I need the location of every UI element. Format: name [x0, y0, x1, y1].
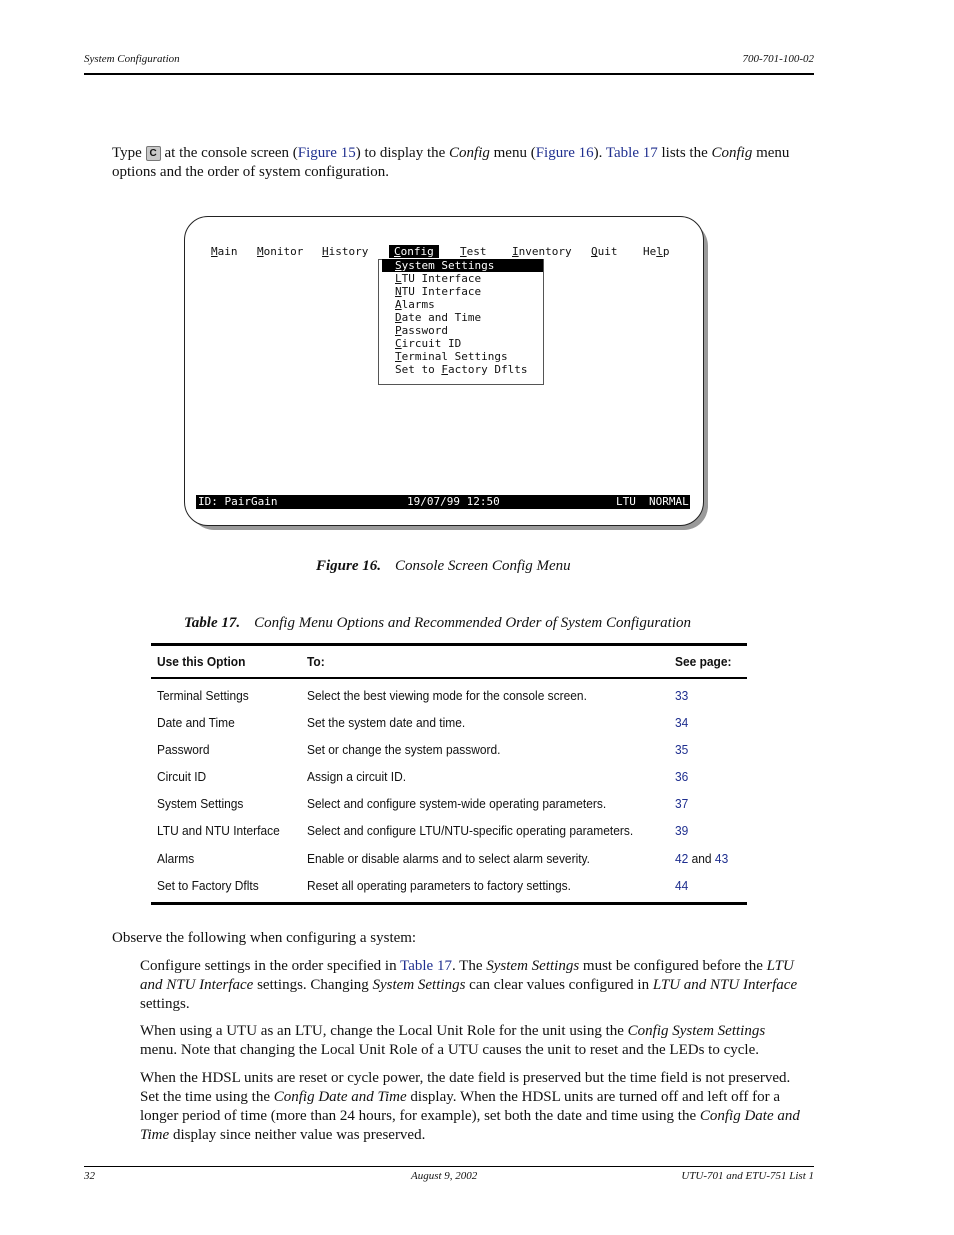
- intro-text: menu: [752, 145, 790, 161]
- page-link[interactable]: 42: [675, 850, 689, 866]
- menu-test[interactable]: Test: [460, 245, 487, 258]
- status-id: ID: PairGain: [198, 495, 278, 508]
- menu-help[interactable]: Help: [643, 245, 670, 258]
- observe-line: Observe the following when configuring a system:: [112, 930, 417, 946]
- row-option: Terminal Settings: [157, 687, 249, 703]
- dropdown-factory-defaults[interactable]: Set to Factory Dflts: [395, 363, 528, 376]
- row-option: Date and Time: [157, 714, 235, 730]
- page-link[interactable]: 43: [714, 850, 729, 866]
- header-rule: [84, 73, 814, 75]
- dropdown-ntu-interface[interactable]: NTU Interface: [395, 285, 482, 298]
- menu-monitor[interactable]: Monitor: [257, 245, 304, 258]
- table-17-link[interactable]: Table 17: [605, 145, 658, 161]
- intro-line-2: options and the order of system configuration.: [112, 164, 390, 180]
- page-and-text: and: [688, 850, 715, 866]
- table-row: [151, 712, 747, 739]
- paragraph-config-order: Configure settings in the order specified in Table 17. The System Settings must be configured before the LTU and NTU Interface settings. Changing System Settings can clear values configured in LTU and NTU Interface settings.: [140, 958, 798, 1012]
- table-header-row: [151, 646, 747, 677]
- footer-date: August 9, 2002: [411, 1170, 478, 1182]
- row-option: Password: [157, 741, 210, 757]
- figure-16-link[interactable]: Figure 16: [535, 145, 594, 161]
- row-description: Set the system date and time.: [307, 714, 466, 730]
- paragraph-reset-power: When the HDSL units are reset or cycle power, the date field is preserved but the time field is not preserved. Set the time using the Config Date and Time display. When the HDSL units are turned off and left off for a longer period of time (more than 24 hours, for example), set both the date and time using the Config Date and Time display since neither value was preserved.: [140, 1070, 800, 1143]
- status-state: NORMAL: [649, 495, 689, 508]
- page-link[interactable]: 33: [675, 687, 689, 703]
- page-link[interactable]: 34: [675, 714, 689, 730]
- header-section-title: System Configuration: [84, 53, 180, 65]
- row-option: Circuit ID: [157, 769, 207, 785]
- menu-quit[interactable]: Quit: [591, 245, 618, 258]
- dropdown-ltu-interface[interactable]: LTU Interface: [395, 272, 482, 285]
- intro-text: ).: [593, 145, 606, 161]
- intro-config-term: Config: [449, 145, 490, 161]
- figure-15-link[interactable]: Figure 15: [297, 145, 356, 161]
- header-to: To:: [307, 654, 325, 669]
- table-caption-text: Config Menu Options and Recommended Order of System Configuration: [254, 615, 692, 631]
- row-option: System Settings: [157, 796, 244, 812]
- status-unit: LTU: [616, 495, 636, 508]
- page-link[interactable]: 35: [675, 741, 689, 757]
- paragraph-utu-as-ltu: When using a UTU as an LTU, change the Local Unit Role for the unit using the Config System Settings menu. Note that changing the Local Unit Role of a UTU causes the unit to reset and the LEDs to cycle.: [140, 1023, 766, 1058]
- footer-rule: [84, 1166, 814, 1167]
- intro-text: lists the: [657, 145, 712, 161]
- intro-text: Type: [112, 145, 146, 161]
- table-caption: [184, 615, 691, 632]
- c-key-icon: C: [146, 146, 161, 161]
- status-datetime: 19/07/99 12:50: [407, 495, 500, 508]
- row-description: Select and configure LTU/NTU-specific operating parameters.: [307, 823, 634, 839]
- table-row: [151, 848, 747, 875]
- dropdown-system-settings[interactable]: System Settings: [382, 259, 543, 272]
- table-row: [151, 875, 747, 902]
- header-option: Use this Option: [157, 654, 246, 669]
- table-row: [151, 739, 747, 766]
- row-description: Select and configure system-wide operating parameters.: [307, 796, 607, 812]
- row-description: Enable or disable alarms and to select alarm severity.: [307, 850, 590, 866]
- row-option: Alarms: [157, 850, 195, 866]
- table-17-link[interactable]: Table 17: [400, 958, 452, 974]
- row-option: LTU and NTU Interface: [157, 823, 280, 839]
- figure-caption-text: Console Screen Config Menu: [395, 558, 571, 574]
- footer-page-number: 32: [84, 1170, 95, 1182]
- dropdown-terminal-settings[interactable]: Terminal Settings: [395, 350, 508, 363]
- row-description: Assign a circuit ID.: [307, 769, 407, 785]
- intro-paragraph: [112, 144, 814, 182]
- intro-config-term: Config: [711, 145, 753, 161]
- header-see-page: See page:: [675, 654, 732, 669]
- row-description: Set or change the system password.: [307, 741, 501, 757]
- config-options-table: [151, 643, 747, 905]
- row-description: Select the best viewing mode for the console screen.: [307, 687, 587, 703]
- dropdown-alarms[interactable]: Alarms: [395, 298, 435, 311]
- page-link[interactable]: 37: [675, 796, 689, 812]
- table-row: [151, 766, 747, 793]
- page-cell: [675, 851, 728, 866]
- footer-product: UTU-701 and ETU-751 List 1: [681, 1170, 814, 1182]
- menu-inventory[interactable]: Inventory: [512, 245, 572, 258]
- console-status-bar: [196, 495, 690, 509]
- header-document-number: 700-701-100-02: [742, 53, 814, 65]
- table-bottom-rule: [151, 902, 747, 905]
- intro-text: ) to display the: [355, 145, 450, 161]
- table-row: [151, 685, 747, 712]
- dropdown-date-and-time[interactable]: Date and Time: [395, 311, 482, 324]
- figure-caption: [316, 558, 571, 575]
- figure-caption-label: Figure 16.: [316, 558, 382, 574]
- table-row: [151, 793, 747, 820]
- intro-text: at the console screen (: [160, 145, 298, 161]
- page-link[interactable]: 39: [675, 823, 689, 839]
- page-link[interactable]: 36: [675, 769, 689, 785]
- menu-history[interactable]: History: [322, 245, 369, 258]
- row-option: Set to Factory Dflts: [157, 877, 259, 893]
- dropdown-circuit-id[interactable]: Circuit ID: [395, 337, 462, 350]
- intro-text: menu (: [489, 145, 536, 161]
- menu-main[interactable]: Main: [211, 245, 238, 258]
- row-description: Reset all operating parameters to factory settings.: [307, 877, 571, 893]
- page-link[interactable]: 44: [675, 877, 689, 893]
- dropdown-password[interactable]: Password: [395, 324, 448, 337]
- table-caption-label: Table 17.: [184, 615, 241, 631]
- menu-config[interactable]: Config: [389, 245, 439, 258]
- table-row: [151, 820, 747, 847]
